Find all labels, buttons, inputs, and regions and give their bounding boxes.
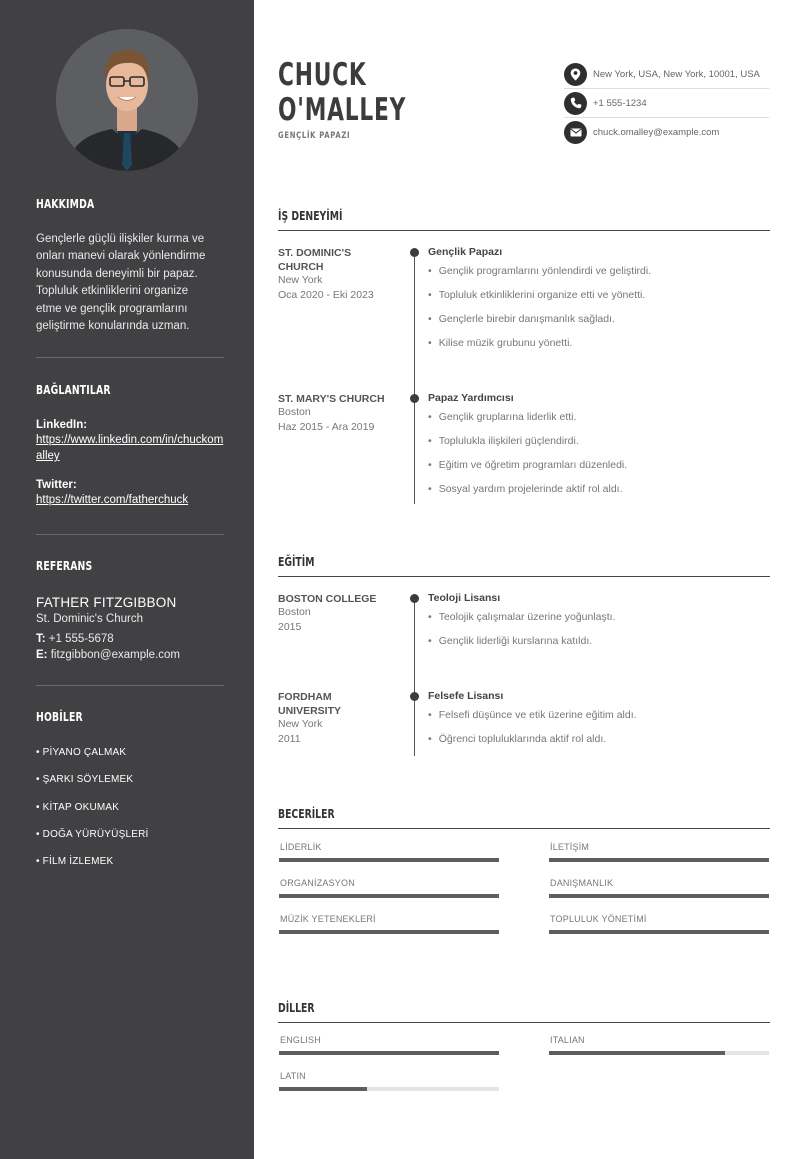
skill-fill	[279, 894, 499, 898]
education-detail-item: • Felsefi düşünce ve etik üzerine eğitim aldı.	[428, 709, 637, 733]
skill-name: LİDERLİK	[280, 842, 322, 852]
profile-photo	[56, 29, 198, 171]
about-line: konusunda deneyimli bir papaz.	[36, 267, 198, 280]
name-block	[278, 58, 442, 141]
language-fill	[549, 1051, 725, 1055]
language-fill	[279, 1087, 367, 1091]
about-line: Gençlerle güçlü ilişkiler kurma ve	[36, 233, 205, 245]
language-name: LATIN	[280, 1071, 306, 1081]
language-track	[279, 1051, 499, 1055]
twitter-label: Twitter:	[36, 479, 77, 491]
skill-fill	[279, 858, 499, 862]
reference-phone	[36, 631, 224, 647]
envelope-icon	[564, 121, 587, 144]
education-detail-list	[428, 709, 637, 757]
education-heading	[278, 553, 770, 577]
reference-email-value: fitzgibbon@example.com	[50, 649, 180, 661]
timeline-line	[414, 250, 415, 504]
responsibility-item: • Eğitim ve öğretim programları düzenledi.	[428, 459, 627, 483]
skill-track	[549, 894, 769, 898]
contact-address	[564, 60, 769, 89]
timeline-dot	[410, 692, 419, 701]
about-text	[36, 231, 224, 335]
skill-bar	[279, 878, 499, 898]
education-detail-item: • Öğrenci topluluklarında aktif rol aldı.	[428, 733, 637, 757]
about-line: etme ve gençlik programlarını	[36, 302, 188, 315]
sidebar	[0, 0, 254, 1159]
responsibility-item: • Topluluk etkinliklerini organize etti ve yönetti.	[428, 289, 651, 313]
hobbies-heading: HOBİLER	[36, 710, 83, 724]
language-track	[279, 1087, 499, 1091]
graduation-year: 2015	[278, 621, 302, 633]
responsibility-item: • Gençlik programlarını yönlendirdi ve geliştirdi.	[428, 265, 651, 289]
reference-phone-label: T:	[36, 633, 46, 645]
location-pin-icon	[564, 63, 587, 86]
employment-dates: Oca 2020 - Eki 2023	[278, 289, 374, 301]
employer-name-line: ST. MARY'S CHURCH	[278, 393, 385, 405]
contact-phone-text: +1 555-1234	[593, 97, 647, 109]
links-heading: BAĞLANTILAR	[36, 383, 111, 397]
employer-name	[278, 392, 396, 406]
linkedin-link[interactable]: https://www.linkedin.com/in/chuckomalley	[36, 434, 224, 462]
sidebar-divider	[36, 685, 224, 686]
language-bar	[279, 1035, 499, 1055]
employer-name-line: ST. DOMINIC'S	[278, 247, 352, 259]
employment-dates: Haz 2015 - Ara 2019	[278, 421, 375, 433]
skill-bar	[279, 914, 499, 934]
language-bar	[549, 1035, 769, 1055]
last-name: O'MALLEY	[278, 92, 407, 128]
school-name	[278, 592, 396, 606]
languages-heading	[278, 999, 770, 1023]
responsibility-item: • Toplulukla ilişkileri güçlendirdi.	[428, 435, 627, 459]
first-name: CHUCK	[278, 57, 367, 93]
experience-heading	[278, 207, 770, 231]
linkedin-label: LinkedIn:	[36, 419, 88, 431]
links-section	[36, 383, 224, 508]
education-heading-text: EĞİTİM	[278, 555, 315, 569]
skill-name: MÜZİK YETENEKLERİ	[280, 914, 376, 924]
reference-heading: REFERANS	[36, 559, 93, 573]
skill-fill	[549, 930, 769, 934]
contact-email-text: chuck.omalley@example.com	[593, 127, 720, 138]
hobby-item: • FİLM İZLEMEK	[36, 856, 114, 868]
hobby-item: • ŞARKI SÖYLEMEK	[36, 774, 134, 786]
skill-fill	[549, 858, 769, 862]
hobby-item: • KİTAP OKUMAK	[36, 801, 120, 813]
twitter-link[interactable]: https://twitter.com/fatherchuck	[36, 494, 189, 506]
job-title: GENÇLİK PAPAZI	[278, 131, 351, 141]
skill-track	[279, 930, 499, 934]
about-line: geliştirme konularında uzman.	[36, 320, 190, 333]
education-detail-item: • Gençlik liderliği kurslarına katıldı.	[428, 635, 616, 659]
language-track	[549, 1051, 769, 1055]
school-location: Boston	[278, 606, 311, 618]
skills-heading-text: BECERİLER	[278, 807, 335, 821]
sidebar-divider	[36, 534, 224, 535]
skill-name: ORGANİZASYON	[280, 878, 355, 888]
about-heading: HAKKIMDA	[36, 197, 95, 211]
experience-heading-text: İŞ DENEYİMİ	[278, 209, 343, 223]
hobby-item: • PİYANO ÇALMAK	[36, 747, 127, 758]
hobbies-section	[36, 710, 224, 883]
timeline-dot	[410, 248, 419, 257]
skill-track	[279, 894, 499, 898]
timeline-dot	[410, 594, 419, 603]
school-name-line: BOSTON COLLEGE	[278, 593, 377, 605]
hobby-item: • DOĞA YÜRÜYÜŞLERİ	[36, 828, 149, 840]
degree-name: Teoloji Lisansı	[428, 592, 501, 604]
contact-email	[564, 118, 769, 147]
education-detail-item: • Teolojik çalışmalar üzerine yoğunlaştı.	[428, 611, 616, 635]
skill-fill	[279, 930, 499, 934]
skill-name: TOPLULUK YÖNETİMİ	[550, 914, 647, 924]
skill-bar	[279, 842, 499, 862]
responsibility-list	[428, 265, 651, 361]
reference-name: FATHER FITZGIBBON	[36, 595, 177, 610]
timeline-dot	[410, 394, 419, 403]
sidebar-divider	[36, 357, 224, 358]
skill-bar	[549, 878, 769, 898]
language-name: ENGLISH	[280, 1035, 321, 1045]
contact-address-text: New York, USA, New York, 10001, USA	[593, 68, 760, 80]
job-role: Gençlik Papazı	[428, 246, 503, 258]
language-name: ITALIAN	[550, 1035, 585, 1045]
graduation-year: 2011	[278, 733, 301, 745]
about-line: onları manevi olarak yönlendirme	[36, 250, 206, 263]
languages-heading-text: DİLLER	[278, 1001, 315, 1015]
language-bar	[279, 1071, 499, 1091]
school-name-line: FORDHAM	[278, 691, 332, 703]
phone-icon	[564, 92, 587, 115]
degree-name: Felsefe Lisansı	[428, 690, 504, 702]
skill-track	[549, 930, 769, 934]
responsibility-item: • Gençlik gruplarına liderlik etti.	[428, 411, 627, 435]
reference-org: St. Dominic's Church	[36, 613, 144, 625]
contact-phone	[564, 89, 769, 118]
responsibility-item: • Sosyal yardım projelerinde aktif rol aldı.	[428, 483, 627, 507]
skill-track	[279, 858, 499, 862]
about-line: Topluluk etkinliklerini organize	[36, 285, 189, 298]
skills-heading	[278, 805, 770, 829]
reference-section	[36, 559, 224, 663]
school-name-line: UNIVERSITY	[278, 705, 342, 717]
education-detail-list	[428, 611, 616, 659]
skill-track	[549, 858, 769, 862]
timeline-line	[414, 596, 415, 756]
responsibility-item: • Gençlerle birebir danışmanlık sağladı.	[428, 313, 651, 337]
contact-list	[564, 60, 769, 147]
school-location: New York	[278, 718, 323, 730]
skill-bar	[549, 914, 769, 934]
responsibility-item: • Kilise müzik grubunu yönetti.	[428, 337, 651, 361]
skill-name: DANIŞMANLIK	[550, 878, 614, 888]
reference-email	[36, 647, 224, 663]
employer-name	[278, 246, 396, 274]
responsibility-list	[428, 411, 627, 507]
employer-location: New York	[278, 274, 323, 286]
school-name	[278, 690, 396, 718]
reference-email-label: E:	[36, 649, 48, 661]
skill-bar	[549, 842, 769, 862]
about-section	[36, 197, 224, 335]
skill-name: İLETİŞİM	[550, 842, 590, 852]
skill-fill	[549, 894, 769, 898]
employer-name-line: CHURCH	[278, 261, 324, 273]
job-role: Papaz Yardımcısı	[428, 392, 514, 404]
language-fill	[279, 1051, 499, 1055]
employer-location: Boston	[278, 406, 311, 418]
reference-phone-value: +1 555-5678	[48, 633, 114, 645]
